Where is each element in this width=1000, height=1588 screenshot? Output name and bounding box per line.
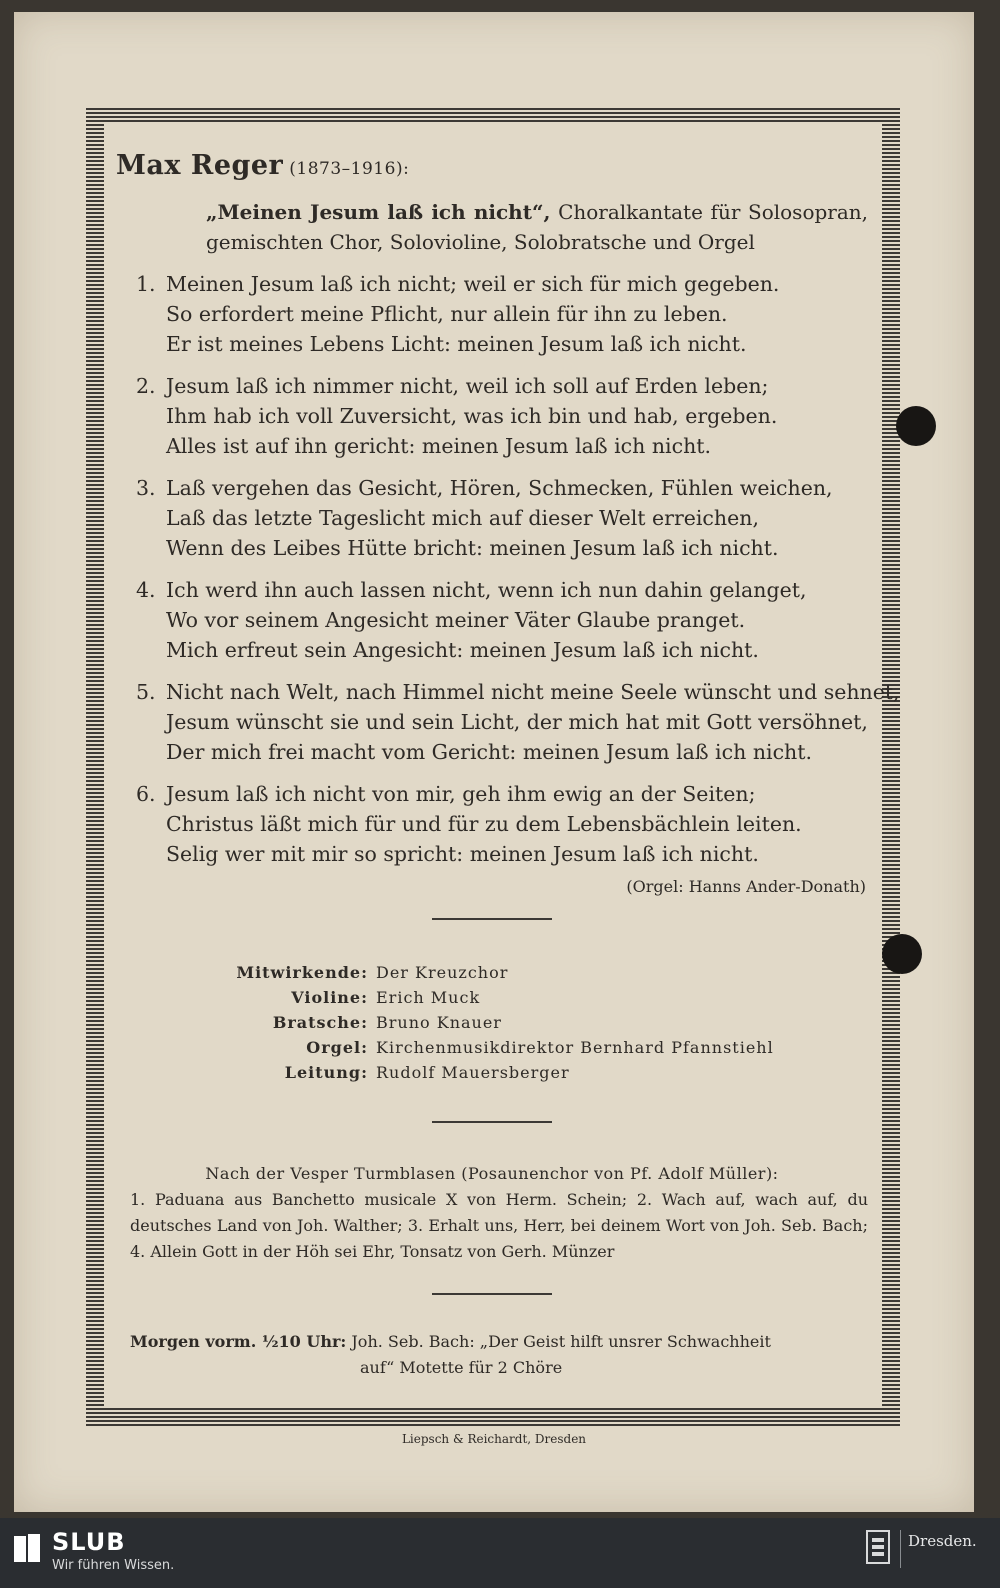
hymn-stanzas <box>116 269 900 869</box>
stanza <box>116 371 868 461</box>
footer-divider <box>900 1530 901 1568</box>
printer-imprint: Liepsch & Reichardt, Dresden <box>401 1432 587 1446</box>
performer-role: Leitung: <box>284 1063 368 1082</box>
stanza-line: Mich erfreut sein Angesicht: meinen Jesum laß ich nicht. <box>166 638 759 662</box>
stanza-line: Er ist meines Lebens Licht: meinen Jesum laß ich nicht. <box>166 332 747 356</box>
slub-logo[interactable]: SLUB <box>52 1528 126 1556</box>
work-title <box>206 197 868 257</box>
stanza-line: Wenn des Leibes Hütte bricht: meinen Jesum laß ich nicht. <box>166 536 779 560</box>
vesper-heading: Nach der Vesper Turmblasen (Posaunenchor von Pf. Adolf Müller): <box>205 1164 779 1183</box>
stanza <box>116 677 900 767</box>
stanza <box>116 269 868 359</box>
organ-credit: (Orgel: Hanns Ander-Donath) <box>626 877 866 896</box>
stanza-number: 1. <box>136 272 156 296</box>
stanza-number: 6. <box>136 782 156 806</box>
stanza-line: Meinen Jesum laß ich nicht; weil er sich für mich gegeben. <box>166 272 780 296</box>
stanza-number: 2. <box>136 374 156 398</box>
performer-row <box>226 1010 868 1035</box>
stanza-line: Jesum wünscht sie und sein Licht, der mich hat mit Gott versöhnet, <box>166 710 868 734</box>
stanza-line: Alles ist auf ihn gericht: meinen Jesum laß ich nicht. <box>166 434 712 458</box>
dresden-logo[interactable]: Dresden. <box>908 1532 977 1550</box>
composer-name: Max Reger <box>116 150 284 181</box>
performer-role: Bratsche: <box>272 1013 368 1032</box>
performer-name: Rudolf Mauersberger <box>376 1063 570 1082</box>
performer-row <box>226 1060 868 1085</box>
stanza-line: Jesum laß ich nimmer nicht, weil ich soll auf Erden leben; <box>166 374 769 398</box>
stanza-line: Christus läßt mich für und für zu dem Lebensbächlein leiten. <box>166 812 802 836</box>
performer-name: Kirchenmusikdirektor Bernhard Pfannstiehl <box>376 1038 774 1057</box>
divider <box>432 918 552 920</box>
composer-dates: (1873–1916): <box>289 159 410 179</box>
stanza-line: Ich werd ihn auch lassen nicht, wenn ich nun dahin gelanget, <box>166 578 807 602</box>
performer-role: Violine: <box>291 988 368 1007</box>
morning-announcement <box>116 1329 868 1381</box>
performer-role: Mitwirkende: <box>236 963 368 982</box>
divider <box>432 1121 552 1123</box>
stanza-line: Nicht nach Welt, nach Himmel nicht meine Seele wünscht und sehnet, <box>166 680 900 704</box>
punch-hole-top <box>896 406 936 446</box>
stanza-line: Wo vor seinem Angesicht meiner Väter Glaube pranget. <box>166 608 746 632</box>
work-description: Choralkantate für Solosopran, gemischten Chor, Solovioline, Solobratsche und Orgel <box>206 200 869 254</box>
dresden-crest-icon <box>866 1530 890 1564</box>
stanza-number: 4. <box>136 578 156 602</box>
stanza-number: 5. <box>136 680 156 704</box>
performer-name: Der Kreuzchor <box>376 963 509 982</box>
slub-footer-bar <box>0 1518 1000 1588</box>
morning-line-2: auf“ Motette für 2 Chöre <box>360 1358 563 1377</box>
stanza <box>116 473 868 563</box>
performer-name: Erich Muck <box>376 988 481 1007</box>
stanza-line: So erfordert meine Pflicht, nur allein für ihn zu leben. <box>166 302 728 326</box>
punch-hole-bottom <box>882 934 922 974</box>
stanza-line: Selig wer mit mir so spricht: meinen Jesum laß ich nicht. <box>166 842 759 866</box>
book-icon <box>12 1532 42 1566</box>
stanza <box>116 575 868 665</box>
performer-row <box>226 960 868 985</box>
composer-heading <box>116 150 868 181</box>
stanza-line: Laß vergehen das Gesicht, Hören, Schmecken, Fühlen weichen, <box>166 476 833 500</box>
stanza-line: Laß das letzte Tageslicht mich auf dieser Welt erreichen, <box>166 506 759 530</box>
performer-row <box>226 985 868 1010</box>
stanza-number: 3. <box>136 476 156 500</box>
slub-tagline: Wir führen Wissen. <box>52 1558 175 1573</box>
morning-line-1: Joh. Seb. Bach: „Der Geist hilft unsrer Schwachheit <box>351 1332 771 1351</box>
stanza <box>116 779 868 869</box>
work-name: „Meinen Jesum laß ich nicht“, <box>206 200 551 224</box>
stanza-line: Jesum laß ich nicht von mir, geh ihm ewig an der Seiten; <box>166 782 756 806</box>
stanza-line: Ihm hab ich voll Zuversicht, was ich bin und hab, ergeben. <box>166 404 778 428</box>
stanza-line: Der mich frei macht vom Gericht: meinen Jesum laß ich nicht. <box>166 740 813 764</box>
program-content <box>116 150 900 1381</box>
performer-row <box>226 1035 868 1060</box>
vesper-program: 1. Paduana aus Banchetto musicale X von Herm. Schein; 2. Wach auf, wach auf, du deutsches Land von Joh. Walther; 3. Erhalt uns, Herr, bei deinem Wort von Joh. Seb. Bach; 4. Allein Gott in der Höh sei Ehr, Tonsatz von Gerh. Münzer <box>130 1190 868 1261</box>
morning-time: Morgen vorm. ½10 Uhr: <box>130 1332 347 1351</box>
performers-list <box>226 960 868 1085</box>
performer-role: Orgel: <box>306 1038 368 1057</box>
vesper-section <box>116 1161 868 1265</box>
performer-name: Bruno Knauer <box>376 1013 502 1032</box>
divider <box>432 1293 552 1295</box>
